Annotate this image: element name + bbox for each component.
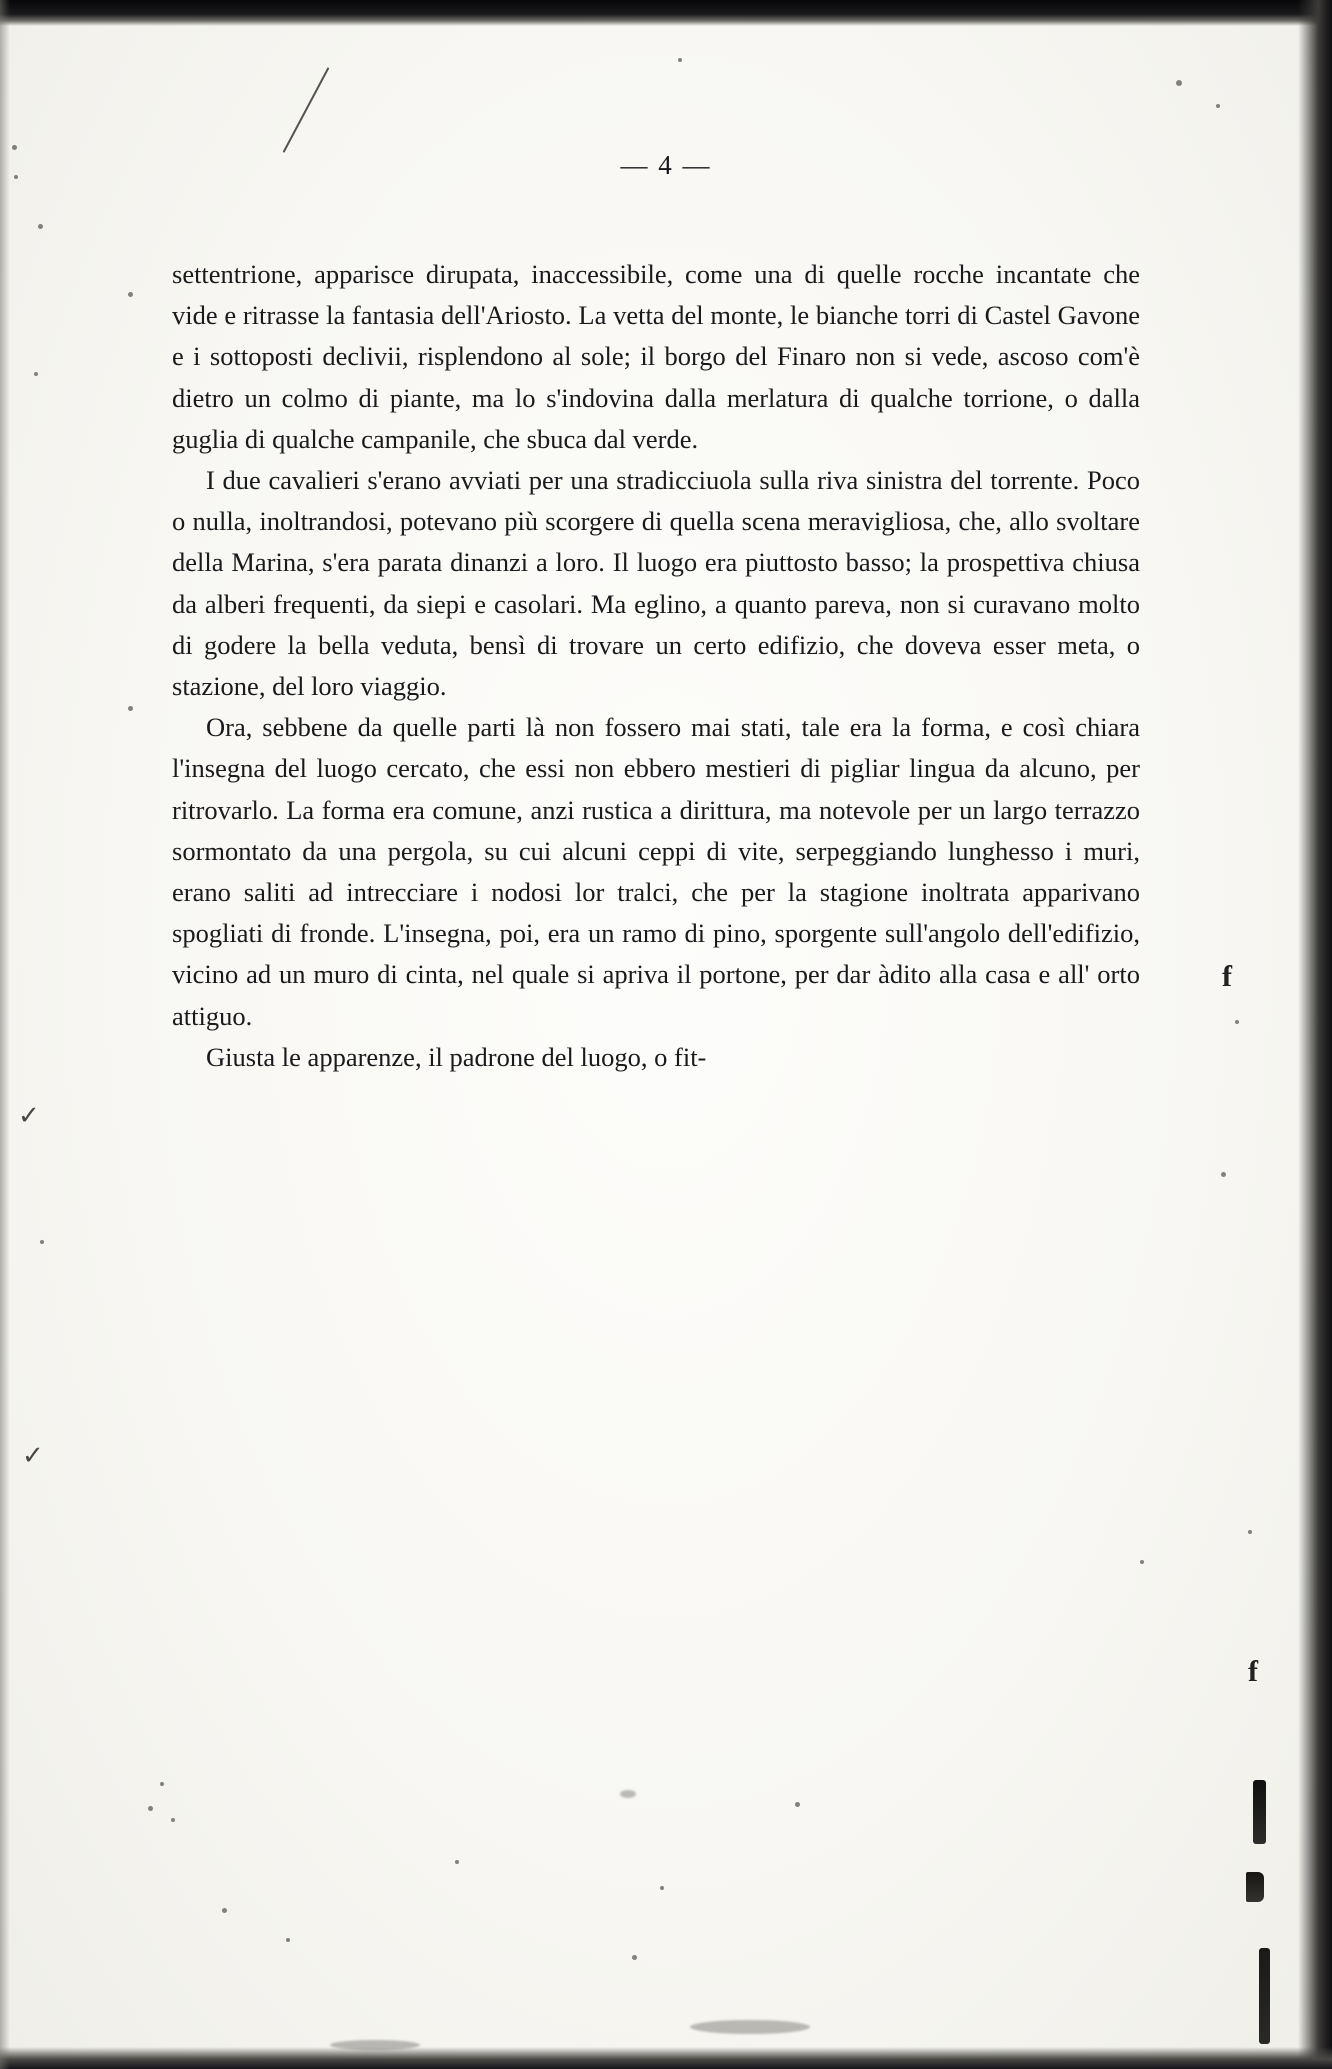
paragraph: settentrione, apparisce dirupata, inaccessibile, come una di quelle rocche incantate che vide e ritrasse la fantasia dell'Ariosto. La vetta del monte, le bianche torri di Castel Gavone e i sottoposti declivii, risplendono al sole; il borgo del Finaro non si vede, ascoso com'è dietro un colmo di piante, ma lo s'indovina dalla merlatura di qualche torrione, o dalla guglia di qualche campanile, che sbuca dal verde. (172, 259, 1140, 454)
speckle (128, 292, 133, 297)
margin-tick-upper: f (1222, 960, 1232, 993)
speckle (1248, 1530, 1252, 1534)
speckle (160, 1782, 164, 1786)
speckle (632, 1955, 637, 1960)
speckle (1176, 80, 1182, 86)
speckle (34, 372, 38, 376)
speckle (1216, 104, 1220, 108)
page-edge-left (0, 0, 10, 2069)
smudge (620, 1790, 636, 1798)
edge-ink-mark-c (1259, 1948, 1270, 2044)
speckle (148, 1806, 153, 1811)
speckle (171, 1818, 175, 1822)
speckle (38, 224, 43, 229)
speckle (1221, 1172, 1226, 1177)
speckle (660, 1886, 664, 1890)
speckle (1140, 1560, 1144, 1564)
edge-ink-mark-b (1246, 1872, 1264, 1902)
edge-ink-mark-a (1253, 1780, 1266, 1844)
margin-tick-lower: f (1248, 1655, 1258, 1688)
speckle (222, 1908, 227, 1913)
speckle (795, 1802, 800, 1807)
paragraph: Ora, sebbene da quelle parti là non fossero mai stati, tale era la forma, e così chiara l'insegna del luogo cercato, che essi non ebbero mestieri di pigliar lingua da alcuno, per ritrovarlo. La forma era comune, anzi rustica a dirittura, ma notevole per un largo terrazzo sormontato da una pergola, su cui alcuni ceppi di vite, serpeggiando lunghesso i muri, erano saliti ad intrecciare i nodosi lor tralci, che per la stagione inoltrata apparivano spogliati di fronde. L'insegna, poi, era un ramo di pino, sporgente sull'angolo dell'edifizio, vicino ad un muro di cinta, nel quale si apriva il portone, per dar àdito alla casa e all' orto attiguo. (172, 712, 1140, 1031)
paragraph: Giusta le apparenze, il padrone del luogo, o fit- (206, 1041, 707, 1072)
speckle (455, 1860, 459, 1864)
page-body-text (172, 254, 1140, 1078)
page-edge-bottom (0, 2047, 1332, 2069)
page-edge-top (0, 0, 1332, 26)
page-edge-right (1298, 0, 1332, 2069)
paragraph: I due cavalieri s'erano avviati per una stradicciuola sulla riva sinistra del torrente. Poco o nulla, inoltrandosi, potevano più scorgere di quella scena meravigliosa, che, allo svoltare della Marina, s'era parata dinanzi a loro. Il luogo era piuttosto basso; la prospettiva chiusa da alberi frequenti, da siepi e casolari. Ma eglino, a quanto pareva, non si curavano molto di godere la bella veduta, bensì di trovare un certo edifizio, che doveva esser meta, o stazione, del loro viaggio. (172, 465, 1140, 702)
speckle (128, 706, 133, 711)
smudge (690, 2020, 810, 2034)
speckle (40, 1240, 44, 1244)
smudge (330, 2040, 420, 2050)
page-number: — 4 — (620, 150, 712, 180)
speckle (1235, 1020, 1239, 1024)
ink-stroke-top (283, 67, 330, 153)
speckle (678, 58, 682, 62)
margin-check-lower: ✓ (22, 1440, 44, 1470)
margin-check-upper: ✓ (18, 1100, 40, 1130)
speckle (286, 1938, 290, 1942)
